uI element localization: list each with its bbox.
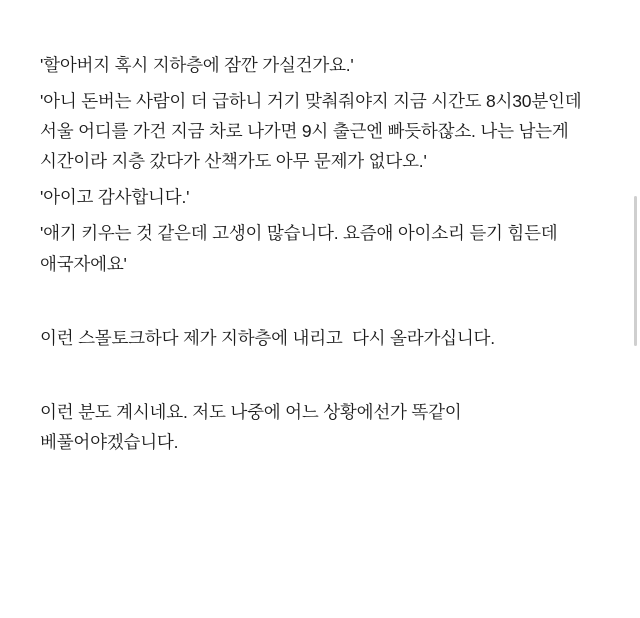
paragraph: '아이고 감사합니다.' bbox=[40, 187, 190, 208]
vertical-scrollbar-thumb[interactable] bbox=[634, 196, 637, 346]
paragraph: '애기 키우는 것 같은데 고생이 많습니다. 요즘애 아이소리 듣기 힘든데 애국자에요' bbox=[40, 223, 563, 274]
document-body bbox=[40, 50, 590, 463]
paragraph: 이런 분도 계시네요. 저도 나중에 어느 상황에선가 똑같이 베풀어야겠습니다. bbox=[40, 401, 467, 452]
paragraph: '할아버지 혹시 지하층에 잠깐 가실건가요.' bbox=[40, 55, 354, 75]
paragraph: 이런 스몰토크하다 제가 지하층에 내리고 다시 올라가십니다. bbox=[40, 327, 495, 348]
paragraph: '아니 돈버는 사람이 더 급하니 거기 맞춰줘야지 지금 시간도 8시30분인데 서울 어디를 가건 지금 차로 나가면 9시 출근엔 빠듯하잖소. 나는 남는게 시간이라 지층 갔다가 산책가도 아무 문제가 없다오.' bbox=[40, 91, 587, 172]
